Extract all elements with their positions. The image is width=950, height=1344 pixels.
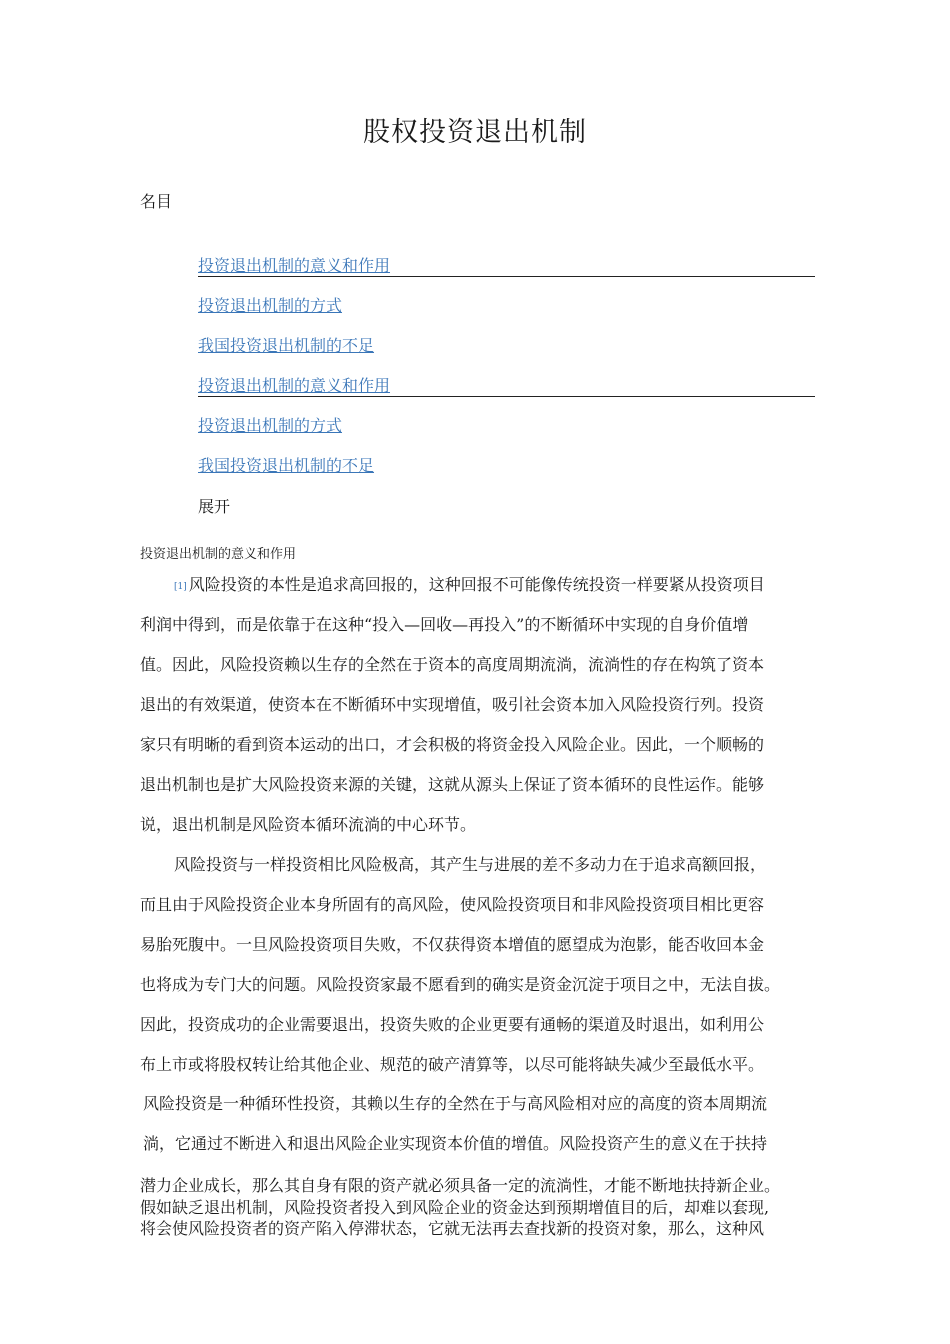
paragraph-line: 也将成为专门大的问题。风险投资家最不愿看到的确实是资金沉淀于项目之中，无法自拔。 — [140, 975, 781, 994]
paragraph-line: 家只有明晰的看到资本运动的出口，才会积极的将资金投入风险企业。因此，一个顺畅的 — [140, 735, 765, 754]
paragraph-line: 利润中得到，而是依靠于在这种“投入—回收—再投入”的不断循环中实现的自身价值增 — [140, 615, 749, 634]
toc-link[interactable]: 投资退出机制的意义和作用 — [198, 256, 391, 275]
toc-heading: 名目 — [140, 192, 173, 211]
paragraph-line: 退出机制也是扩大风险投资来源的关键，这就从源头上保证了资本循环的良性运作。能够 — [140, 775, 765, 794]
section-heading: 投资退出机制的意义和作用 — [140, 547, 297, 562]
toc-divider — [198, 276, 815, 277]
footnote-ref[interactable]: [1] — [174, 582, 187, 592]
toc-link[interactable]: 投资退出机制的方式 — [198, 416, 343, 435]
page-title: 股权投资退出机制 — [363, 117, 587, 148]
paragraph-line: 淌，它通过不断进入和退出风险企业实现资本价值的增值。风险投资产生的意义在于扶持 — [143, 1134, 768, 1153]
toc-link[interactable]: 我国投资退出机制的不足 — [198, 336, 375, 355]
paragraph-line: 值。因此，风险投资赖以生存的全然在于资本的高度周期流淌，流淌性的存在构筑了资本 — [140, 655, 765, 674]
paragraph-line: 假如缺乏退出机制，风险投资者投入到风险企业的资金达到预期增值目的后，却难以套现, — [140, 1198, 770, 1217]
paragraph-line: 易胎死腹中。一旦风险投资项目失败，不仅获得资本增值的愿望成为泡影，能否收回本金 — [140, 935, 765, 954]
paragraph-line: 而且由于风险投资企业本身所固有的高风险，使风险投资项目和非风险投资项目相比更容 — [140, 895, 765, 914]
paragraph-line: 风险投资是一种循环性投资，其赖以生存的全然在于与高风险相对应的高度的资本周期流 — [143, 1094, 768, 1113]
toc-divider — [198, 396, 815, 397]
toc-link[interactable]: 投资退出机制的意义和作用 — [198, 376, 391, 395]
paragraph-line: 因此，投资成功的企业需要退出，投资失败的企业更要有通畅的渠道及时退出，如利用公 — [140, 1015, 765, 1034]
expand-toggle[interactable]: 展开 — [198, 497, 231, 516]
toc-link[interactable]: 投资退出机制的方式 — [198, 296, 343, 315]
paragraph-line: 将会使风险投资者的资产陷入停滞状态，它就无法再去查找新的投资对象，那么，这种风 — [140, 1219, 765, 1238]
toc-link[interactable]: 我国投资退出机制的不足 — [198, 456, 375, 475]
paragraph-line: 风险投资与一样投资相比风险极高，其产生与进展的差不多动力在于追求高额回报， — [174, 855, 767, 874]
paragraph-line: 潜力企业成长，那么其自身有限的资产就必须具备一定的流淌性，才能不断地扶持新企业。 — [140, 1176, 781, 1195]
paragraph-line: 说，退出机制是风险资本循环流淌的中心环节。 — [140, 815, 477, 834]
paragraph-line: 布上市或将股权转让给其他企业、规范的破产清算等，以尽可能将缺失减少至最低水平。 — [140, 1055, 765, 1074]
paragraph-line: 退出的有效渠道，使资本在不断循环中实现增值，吸引社会资本加入风险投资行列。投资 — [140, 695, 765, 714]
paragraph-line: [1] 风险投资的本性是追求高回报的，这种回报不可能像传统投资一样要紧从投资项目 — [174, 575, 765, 594]
